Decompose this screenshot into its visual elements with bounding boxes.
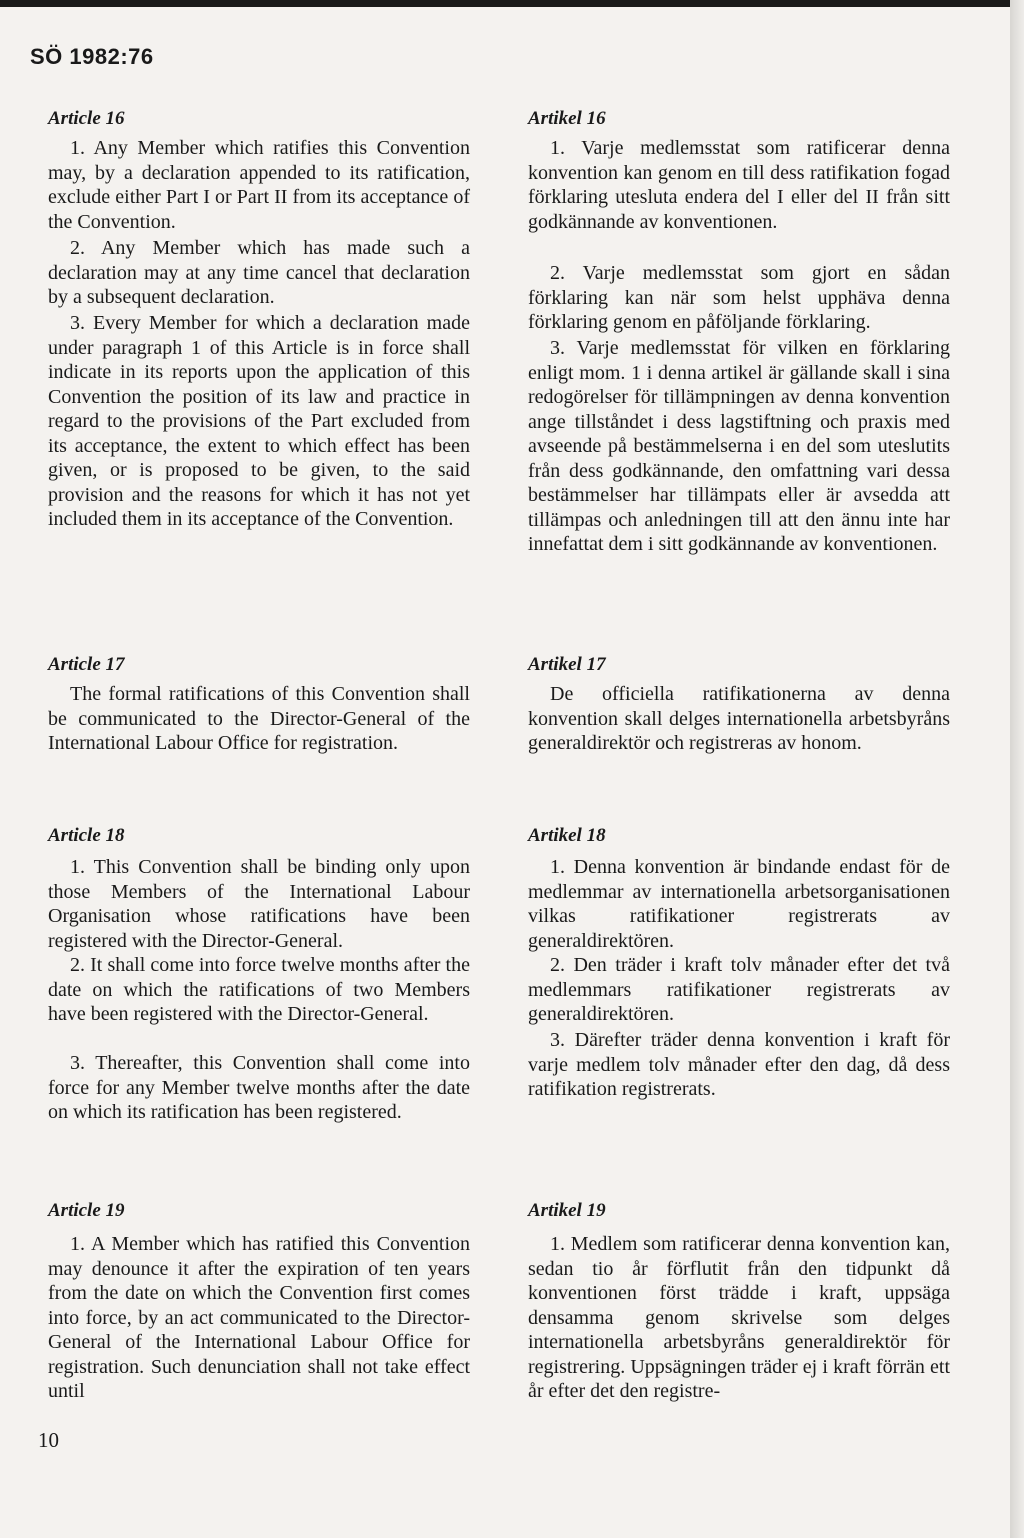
- article-16-heading: Article 16: [48, 108, 125, 129]
- artikel-17-paragraph-1: De officiella ratifikationerna av denna konvention skall delges internationella arbetsbyråns generaldirektör och registreras av honom.: [528, 683, 950, 754]
- artikel-16-paragraph-1: 1. Varje medlemsstat som ratificerar denna konvention kan genom en till dess ratifikation fogad förklaring utesluta endera del I eller del II från sitt godkännande av konventionen.: [528, 137, 950, 233]
- artikel-16-paragraph-3: 3. Varje medlemsstat för vilken en förklaring enligt mom. 1 i denna artikel är gällande skall i sina redogörelser för tillämpningen av denna konvention ange tillståndet i dess lagstiftning och praxis med avseende på bestämmelserna i en del som uteslutits från dess godkännande, den omfattning vari dessa bestämmelser har tillämpats eller är avsedda att tillämpas och anledningen till att den ännu inte har innefattat dem i sitt godkännande av konventionen.: [528, 337, 950, 555]
- article-17-paragraph-1: The formal ratifications of this Convention shall be communicated to the Director-General of the International Labour Office for registration.: [48, 683, 470, 754]
- artikel-18-paragraph-3: 3. Därefter träder denna konvention i kraft för varje medlem tolv månader efter den dag, då dess ratifikation registrerats.: [528, 1029, 950, 1100]
- article-16-paragraph-3: 3. Every Member for which a declaration made under paragraph 1 of this Article is in force shall indicate in its reports upon the application of this Convention the position of its law and practice in regard to the provisions of the Part excluded from its acceptance, the extent to which effect has been given, or is proposed to be given, to the said provision and the reasons for which it has not yet included them in its acceptance of the Convention.: [48, 312, 470, 530]
- article-18-paragraph-2: 2. It shall come into force twelve months after the date on which the ratifications of two Members have been registered with the Director-General.: [48, 954, 470, 1025]
- article-17-heading: Article 17: [48, 654, 125, 675]
- page-right-edge: [1010, 0, 1024, 1538]
- article-16-paragraph-1: 1. Any Member which ratifies this Convention may, by a declaration appended to its ratification, exclude either Part I or Part II from its acceptance of the Convention.: [48, 137, 470, 233]
- page-top-edge: [0, 0, 1024, 7]
- article-18-paragraph-1: 1. This Convention shall be binding only upon those Members of the International Labour Organisation whose ratifications have been registered with the Director-General.: [48, 856, 470, 952]
- page-number: 10: [38, 1428, 59, 1452]
- artikel-17-heading: Artikel 17: [528, 654, 606, 675]
- article-19-heading: Article 19: [48, 1200, 125, 1221]
- artikel-18-paragraph-1: 1. Denna konvention är bindande endast för de medlemmar av internationella arbetsorganisationen vilkas ratifikationer registrerats av generaldirektören.: [528, 856, 950, 952]
- artikel-18-paragraph-2: 2. Den träder i kraft tolv månader efter det två medlemmars ratifikationer registrerats av generaldirektören.: [528, 954, 950, 1025]
- article-16-paragraph-2: 2. Any Member which has made such a declaration may at any time cancel that declaration by a subsequent declaration.: [48, 237, 470, 308]
- article-19-paragraph-1: 1. A Member which has ratified this Convention may denounce it after the expiration of ten years from the date on which the Convention first comes into force, by an act communicated to the Director-General of the International Labour Office for registration. Such denunciation shall not take effect until: [48, 1233, 470, 1402]
- artikel-16-paragraph-2: 2. Varje medlemsstat som gjort en sådan förklaring kan när som helst upphäva denna förklaring genom en påföljande förklaring.: [528, 262, 950, 333]
- artikel-18-heading: Artikel 18: [528, 825, 606, 846]
- document-reference: SÖ 1982:76: [30, 44, 154, 69]
- artikel-16-heading: Artikel 16: [528, 108, 606, 129]
- artikel-19-paragraph-1: 1. Medlem som ratificerar denna konvention kan, sedan tio år förflutit från den tidpunkt då konventionen först trädde i kraft, uppsäga densamma genom skrivelse som delges internationella arbetsbyråns generaldirektör för registrering. Uppsägningen träder ej i kraft förrän ett år efter det den registre-: [528, 1233, 950, 1402]
- article-18-paragraph-3: 3. Thereafter, this Convention shall come into force for any Member twelve months after the date on which its ratification has been registered.: [48, 1052, 470, 1123]
- artikel-19-heading: Artikel 19: [528, 1200, 606, 1221]
- article-18-heading: Article 18: [48, 825, 125, 846]
